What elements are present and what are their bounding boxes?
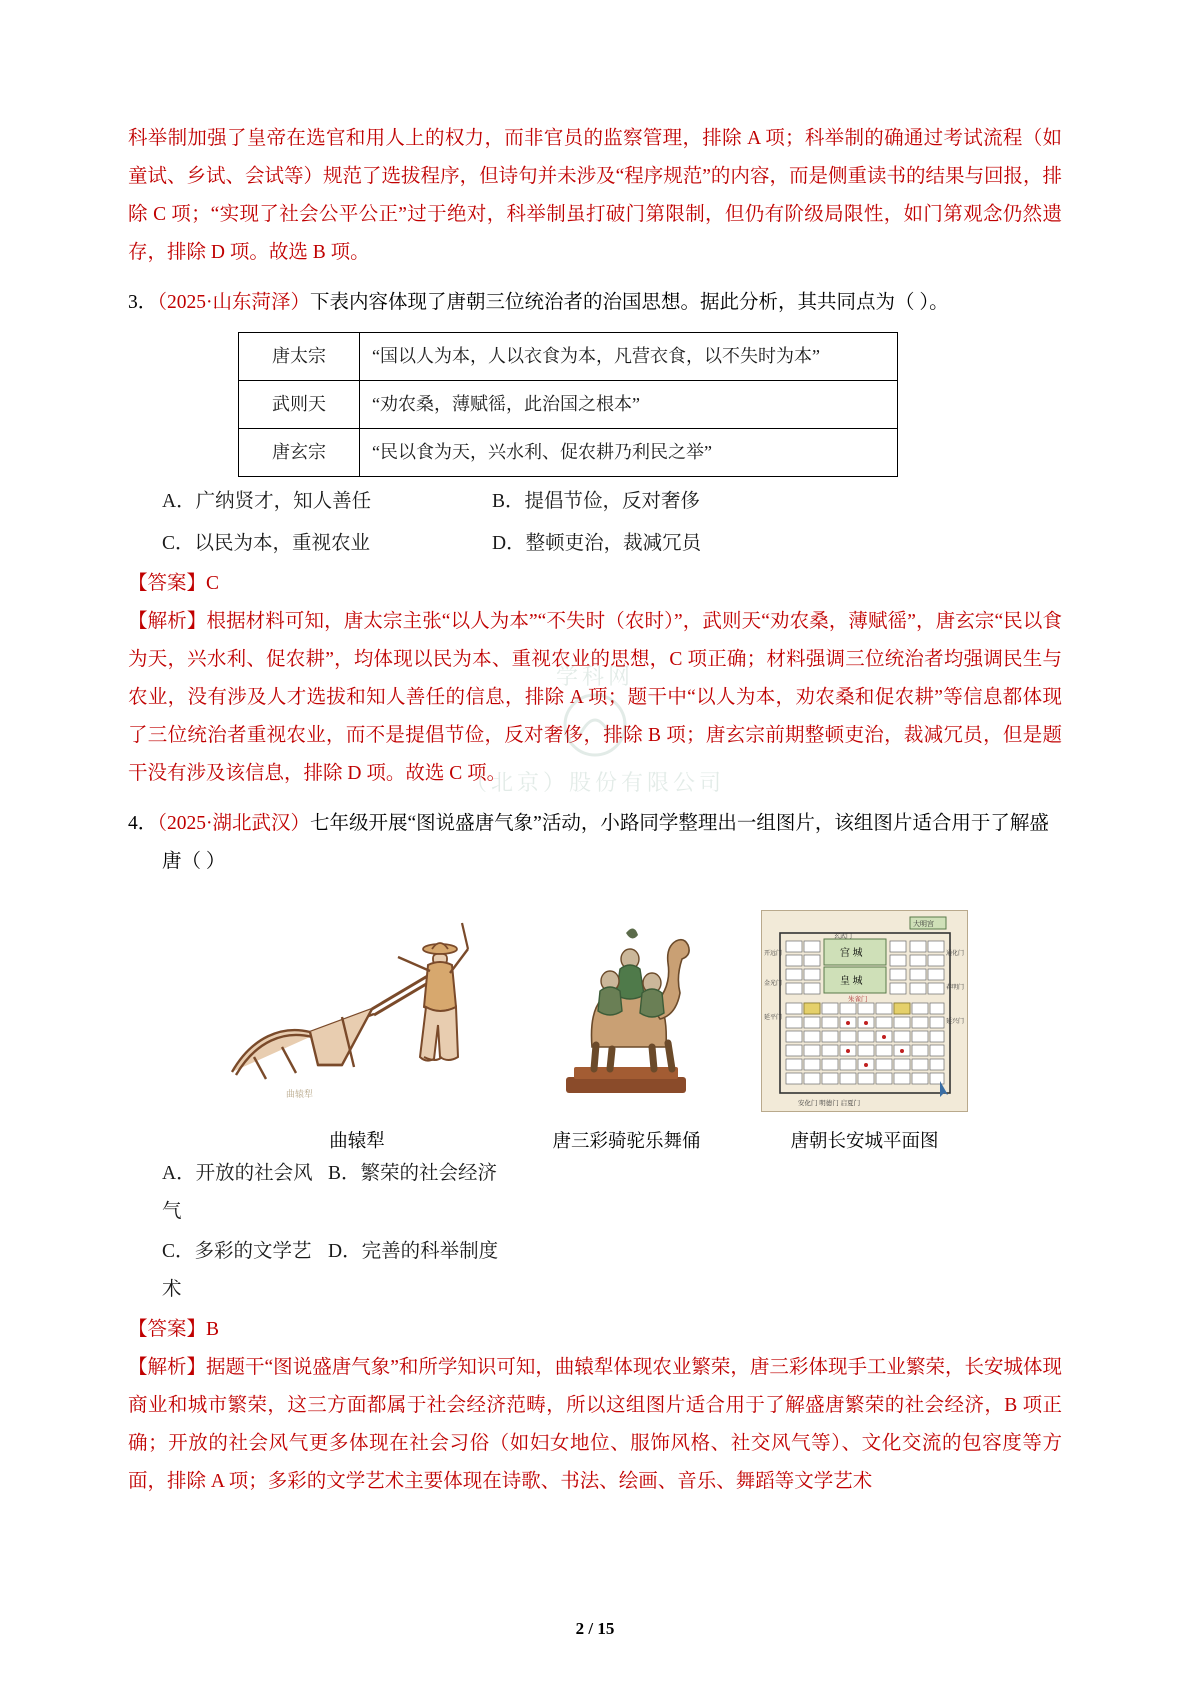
table-row (239, 333, 898, 381)
table-row (239, 381, 898, 429)
question-3-source: （2025·山东菏泽） (157, 292, 311, 314)
map-label-zhuquemen: 朱雀门 (848, 996, 868, 1004)
question-4 (128, 805, 1062, 1501)
table-cell-quote: “劝农桑，薄赋徭，此治国之根本” (360, 381, 898, 429)
option-a[interactable]: A．开放的社会风气 (162, 1163, 313, 1223)
question-4-number: 4 (128, 813, 138, 835)
map-label-tonghuamen: 通化门 (946, 951, 965, 958)
table-cell-name: 武则天 (239, 381, 360, 429)
question-4-analysis (128, 1349, 1062, 1501)
option-d[interactable]: D．完善的科举制度 (328, 1241, 499, 1263)
figure-plow (222, 897, 492, 1153)
question-3 (128, 284, 1062, 793)
map-label-kaiyuanmen: 开远门 (764, 951, 783, 958)
analysis-text: 据题干“图说盛唐气象”和所学知识可知，曲辕犁体现农业繁荣，唐三彩体现手工业繁荣，长安城体现商业和城市繁荣，这三方面都属于社会经济范畴，所以这组图片适合用于了解盛唐繁荣的社会经济，B 项正确；开放的社会风气更多体现在社会习俗（如妇女地位、服饰风格、社交风气等）、文化交流的包容度等方面，排除 A 项；多彩的文学艺术主要体现在诗歌、书法、绘画、音乐、舞蹈等文学艺术 (128, 1357, 1062, 1493)
question-4-answer (128, 1311, 1062, 1349)
map-label-xuanwumen: 玄武门 (834, 934, 853, 941)
question-4-stem-line: 4．（2025·湖北武汉）七年级开展“图说盛唐气象”活动，小路同学整理出一组图片，该组图片适合用于了解盛唐（ ） (128, 813, 1049, 873)
question-3-analysis (128, 603, 1062, 793)
watermark-line-2: （北京）股份有限公司 (464, 770, 725, 795)
figure-caption: 唐朝长安城平面图 (790, 1132, 939, 1153)
answer-value: C (206, 573, 220, 595)
table-cell-name: 唐太宗 (239, 333, 360, 381)
map-label-daminggong: 大明宫 (913, 921, 934, 929)
map-label-yanxingmen: 延兴门 (946, 1019, 965, 1026)
question-3-number: 3 (128, 292, 138, 314)
question-3-options-row-1 (162, 483, 1062, 521)
map-label-jinguangmen: 金光门 (764, 981, 783, 988)
analysis-tag: 【解析】 (128, 1357, 207, 1379)
analysis-text: 根据材料可知，唐太宗主张“以人为本”“不失时（农时）”，武则天“劝农桑，薄赋徭”，唐玄宗“民以食为天，兴水利、促农耕”，均体现以民为本、重视农业的思想，C 项正确；材料强调三位统治者均强调民生与农业，没有涉及人才选拔和知人善任的信息，排除 A 项；题干中“以人为本，劝农桑和促农耕”等信息都体现了三位统治者重视农业，而不是提倡节俭，反对奢侈，排除 B 项；唐玄宗前期整顿吏治，裁减冗员，但是题干没有涉及该信息，排除 D 项。故选 C 项。 (128, 611, 1062, 785)
figure-map (761, 910, 968, 1153)
question-3-answer (128, 565, 1062, 603)
option-b[interactable]: B．提倡节俭，反对奢侈 (492, 491, 701, 513)
map-label-chunmingmen: 春明门 (946, 985, 965, 992)
option-d[interactable]: D．整顿吏治，裁减冗员 (492, 533, 702, 555)
answer-tag: 【答案】 (128, 1319, 207, 1341)
figure-caption: 唐三彩骑驼乐舞俑 (552, 1132, 701, 1153)
map-label-huangcheng: 皇 城 (840, 976, 863, 988)
answer-tag: 【答案】 (128, 573, 207, 595)
changan-city-map-icon (761, 910, 968, 1112)
question-4-stem: 七年级开展“图说盛唐气象”活动，小路同学整理出一组图片，该组图片适合用于了解盛唐（ ） (162, 813, 1049, 873)
answer-value: B (206, 1319, 220, 1341)
analysis-tag: 【解析】 (128, 611, 207, 633)
question-3-table (238, 332, 898, 477)
option-c[interactable]: C．多彩的文学艺术 (162, 1241, 312, 1301)
question-3-options-row-2 (162, 525, 1062, 563)
plow-illustration-icon (222, 897, 492, 1112)
question-4-source: （2025·湖北武汉） (157, 813, 311, 835)
question-3-stem: 下表内容体现了唐朝三位统治者的治国思想。据此分析，其共同点为（ ）。 (310, 292, 949, 314)
map-label-south-gates: 安化门 明德门 启夏门 (798, 1100, 861, 1108)
map-label-yanpingmen: 延平门 (764, 1015, 783, 1022)
map-label-gongcheng: 宫 城 (840, 948, 863, 960)
svg-text:曲辕犁: 曲辕犁 (286, 1089, 314, 1100)
option-c[interactable]: C．以民为本，重视农业 (162, 533, 371, 555)
explanation-continued-paragraph: 科举制加强了皇帝在选官和用人上的权力，而非官员的监察管理，排除 A 项；科举制的确通过考试流程（如童试、乡试、会试等）规范了选拔程序，但诗句并未涉及“程序规范”的内容，而是侧重读书的结果与回报，排除 C 项；“实现了社会公平公正”过于绝对，科举制虽打破门第限制，但仍有阶级局限性，如门第观念仍然遗存，排除 D 项。故选 B 项。 (128, 128, 1062, 264)
question-4-options-row-1 (162, 1155, 1062, 1231)
option-a[interactable]: A．广纳贤才，知人善任 (162, 491, 372, 513)
table-row (239, 429, 898, 477)
watermark-line-1: 学科网 (555, 664, 634, 689)
option-b[interactable]: B．繁荣的社会经济 (328, 1163, 498, 1185)
camel-figurine-photo-icon (534, 897, 719, 1112)
page-footer: 2 / 15 (575, 1619, 615, 1638)
figure-camel (534, 897, 719, 1153)
question-3-stem-line: 3．（2025·山东菏泽）下表内容体现了唐朝三位统治者的治国思想。据此分析，其共同点为（ ）。 (128, 292, 949, 314)
table-cell-quote: “国以人为本，人以衣食为本，凡营衣食，以不失时为本” (360, 333, 898, 381)
question-4-options-row-2 (162, 1233, 1062, 1309)
figure-caption: 曲辕犁 (329, 1132, 385, 1153)
table-cell-name: 唐玄宗 (239, 429, 360, 477)
question-4-figures (128, 897, 1062, 1153)
table-cell-quote: “民以食为天，兴水利、促农耕乃利民之举” (360, 429, 898, 477)
